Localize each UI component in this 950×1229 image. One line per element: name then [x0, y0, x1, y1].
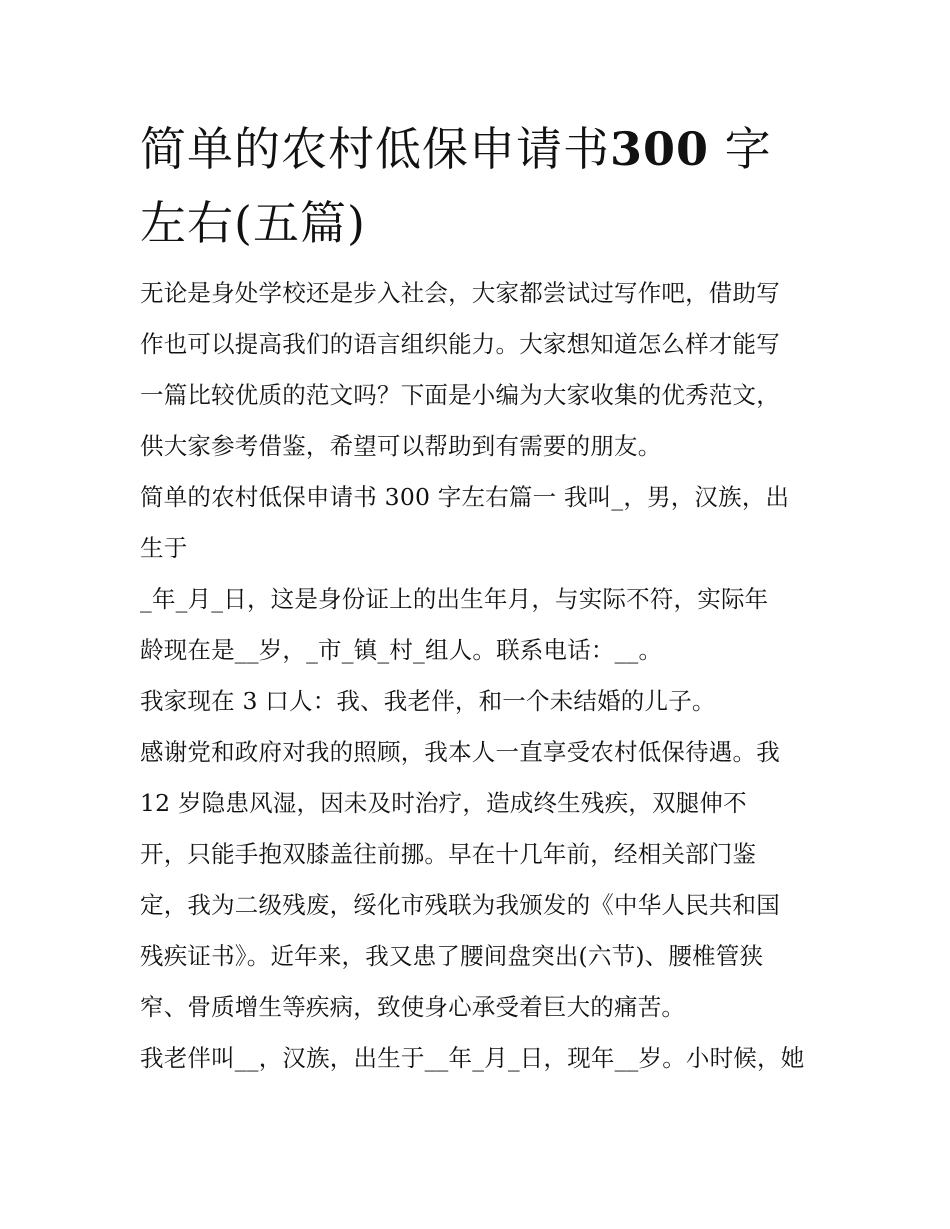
title-line-2: 左右(五篇)	[140, 196, 366, 250]
paragraph-line: 窄、骨质增生等疾病，致使身心承受着巨大的痛苦。	[140, 993, 686, 1021]
paragraph-line: 生于	[140, 534, 188, 562]
paragraph-line: 我家现在 3 口人：我、我老伴，和一个未结婚的儿子。	[140, 687, 716, 715]
paragraph	[140, 472, 812, 574]
paragraph-line: 开，只能手抱双膝盖往前挪。早在十几年前，经相关部门鉴	[140, 840, 757, 868]
title-text-end: 字	[709, 122, 772, 176]
paragraph-line: 无论是身处学校还是步入社会，大家都尝试过写作吧，借助写	[140, 279, 780, 307]
paragraph-list	[140, 268, 812, 1084]
paragraph-line: 定，我为二级残废，绥化市残联为我颁发的《中华人民共和国	[140, 891, 780, 919]
paragraph-line: 作也可以提高我们的语言组织能力。大家想知道怎么样才能写	[140, 330, 780, 358]
paragraph-line: _年_月_日，这是身份证上的出生年月，与实际不符，实际年	[140, 585, 769, 613]
paragraph-line: 供大家参考借鉴，希望可以帮助到有需要的朋友。	[140, 432, 662, 460]
paragraph-line: 一篇比较优质的范文吗？下面是小编为大家收集的优秀范文，	[140, 381, 780, 409]
paragraph	[140, 1033, 812, 1084]
title-number: 300	[610, 122, 710, 176]
document-body	[140, 112, 812, 1084]
paragraph-line: 简单的农村低保申请书 300 字左右篇一 我叫_，男，汉族，出	[140, 483, 790, 511]
paragraph-line: 残疾证书》。近年来，我又患了腰间盘突出(六节)、腰椎管狭	[140, 942, 764, 970]
document-title	[140, 112, 812, 260]
paragraph	[140, 268, 812, 472]
title-text-start: 简单的农村低保申请书	[140, 122, 610, 176]
paragraph-line: 龄现在是__岁，_市_镇_村_组人。联系电话：__。	[140, 636, 663, 664]
paragraph	[140, 727, 812, 1033]
paragraph-line: 感谢党和政府对我的照顾，我本人一直享受农村低保待遇。我	[140, 738, 780, 766]
paragraph	[140, 574, 812, 676]
paragraph	[140, 676, 812, 727]
paragraph-line: 12 岁隐患风湿，因未及时治疗，造成终生残疾，双腿伸不	[140, 789, 747, 817]
paragraph-line: 我老伴叫__，汉族，出生于__年_月_日，现年__岁。小时候，她	[140, 1044, 805, 1072]
